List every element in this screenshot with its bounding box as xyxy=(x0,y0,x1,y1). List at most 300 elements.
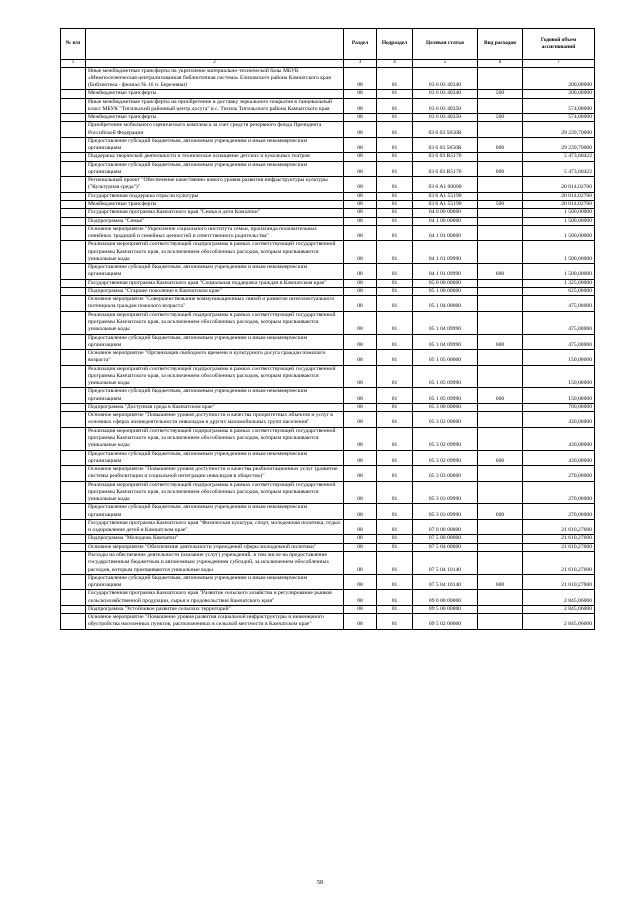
row-section: 08 xyxy=(344,311,377,334)
row-number xyxy=(61,311,86,334)
table-row xyxy=(61,217,595,225)
row-target-article: 05 1 05 00000 xyxy=(413,350,478,366)
row-number xyxy=(61,450,86,466)
row-target-article: 09 0 00 00000 xyxy=(413,590,478,606)
row-name: Подпрограмма "Доступная среда в Камчатском крае" xyxy=(86,403,344,411)
table-row xyxy=(61,605,595,613)
row-name: Предоставление субсидий бюджетным, автономным учреждениям и иным некоммерческим организациям xyxy=(86,388,344,404)
row-expense-type xyxy=(478,209,523,217)
row-subsection: 01 xyxy=(377,427,413,450)
table-row xyxy=(61,403,595,411)
table-row xyxy=(61,137,595,153)
row-section: 08 xyxy=(344,427,377,450)
table-row xyxy=(61,504,595,520)
row-expense-type xyxy=(478,551,523,574)
row-section: 08 xyxy=(344,114,377,122)
row-amount: 2 845,06000 xyxy=(523,590,595,606)
row-expense-type xyxy=(478,350,523,366)
row-number xyxy=(61,551,86,574)
row-number xyxy=(61,209,86,217)
row-number xyxy=(61,241,86,264)
row-number xyxy=(61,605,86,613)
row-expense-type: 600 xyxy=(478,450,523,466)
row-amount: 2 845,06000 xyxy=(523,614,595,630)
column-number: 7 xyxy=(523,60,595,68)
row-expense-type xyxy=(478,287,523,295)
row-target-article: 03 6 03 40350 xyxy=(413,114,478,122)
table-row xyxy=(61,535,595,543)
row-expense-type xyxy=(478,122,523,138)
row-name: Подпрограмма "Семья" xyxy=(86,217,344,225)
row-target-article: 09 5 00 00000 xyxy=(413,605,478,613)
row-amount: 700,00000 xyxy=(523,403,595,411)
budget-table xyxy=(60,28,595,630)
row-subsection: 01 xyxy=(377,137,413,153)
row-section: 08 xyxy=(344,264,377,280)
row-number xyxy=(61,90,86,98)
table-row xyxy=(61,161,595,177)
row-target-article: 03 6 03 40350 xyxy=(413,98,478,114)
column-number: 5 xyxy=(413,60,478,68)
header-subsection: Подраздел xyxy=(377,29,413,60)
row-section: 08 xyxy=(344,535,377,543)
table-row xyxy=(61,412,595,428)
row-target-article: 07 5 04 10140 xyxy=(413,574,478,590)
row-section: 08 xyxy=(344,350,377,366)
row-subsection: 01 xyxy=(377,311,413,334)
row-name: Межбюджетные трансферты xyxy=(86,90,344,98)
row-subsection: 01 xyxy=(377,264,413,280)
row-subsection: 01 xyxy=(377,504,413,520)
row-section: 08 xyxy=(344,481,377,504)
row-expense-type: 600 xyxy=(478,137,523,153)
row-expense-type xyxy=(478,241,523,264)
row-section: 08 xyxy=(344,287,377,295)
row-subsection: 01 xyxy=(377,551,413,574)
row-target-article: 04 1 00 00000 xyxy=(413,217,478,225)
row-section: 08 xyxy=(344,161,377,177)
row-amount: 5 473,68422 xyxy=(523,161,595,177)
row-expense-type xyxy=(478,614,523,630)
row-subsection: 01 xyxy=(377,296,413,312)
row-amount: 20 014,02760 xyxy=(523,192,595,200)
row-number xyxy=(61,279,86,287)
row-subsection: 01 xyxy=(377,403,413,411)
row-subsection: 01 xyxy=(377,350,413,366)
row-target-article: 09 5 02 00000 xyxy=(413,614,478,630)
row-expense-type: 500 xyxy=(478,90,523,98)
table-row xyxy=(61,574,595,590)
row-name: Предоставление субсидий бюджетным, автономным учреждениям и иным некоммерческим организациям xyxy=(86,137,344,153)
row-name: Предоставление субсидий бюджетным, автономным учреждениям и иным некоммерческим организациям xyxy=(86,450,344,466)
table-row xyxy=(61,98,595,114)
row-expense-type xyxy=(478,192,523,200)
table-body xyxy=(61,67,595,629)
row-section: 08 xyxy=(344,177,377,193)
row-amount: 200,00000 xyxy=(523,67,595,90)
row-expense-type xyxy=(478,412,523,428)
row-name: Расходы на обеспечение деятельности (оказание услуг) учреждений, в том числе на предоставление государственным бюджетным и автономным учреждениям субсидий, за исключением обособленных расходов, которым присваиваются уникальные коды xyxy=(86,551,344,574)
row-expense-type xyxy=(478,605,523,613)
row-number xyxy=(61,296,86,312)
row-expense-type xyxy=(478,217,523,225)
row-name: Основное мероприятие "Укрепление социального института семьи, пропаганда положительных семейных традиций и семейных ценностей и ответственного родительства" xyxy=(86,225,344,241)
row-subsection: 01 xyxy=(377,481,413,504)
row-subsection: 01 xyxy=(377,217,413,225)
row-target-article: 05 1 05 09990 xyxy=(413,388,478,404)
row-target-article: 05 0 00 00000 xyxy=(413,279,478,287)
row-amount: 270,00000 xyxy=(523,504,595,520)
row-number xyxy=(61,264,86,280)
row-amount: 29 239,70000 xyxy=(523,137,595,153)
row-number xyxy=(61,519,86,535)
table-row xyxy=(61,114,595,122)
row-name: Реализация мероприятий соответствующей подпрограммы в рамках соответствующей государственной программы Камчатского края, за исключением обособленных расходов, которым присваиваются уникальные коды xyxy=(86,365,344,388)
row-expense-type xyxy=(478,427,523,450)
row-subsection: 01 xyxy=(377,90,413,98)
row-subsection: 01 xyxy=(377,98,413,114)
table-row xyxy=(61,67,595,90)
row-expense-type xyxy=(478,519,523,535)
row-name: Реализация мероприятий соответствующей подпрограммы в рамках соответствующей государственной программы Камчатского края, за исключением обособленных расходов, которым присваиваются уникальные коды xyxy=(86,241,344,264)
row-amount: 21 610,27600 xyxy=(523,535,595,543)
row-target-article: 05 1 04 00000 xyxy=(413,296,478,312)
row-section: 08 xyxy=(344,201,377,209)
row-amount: 150,00000 xyxy=(523,388,595,404)
row-expense-type: 600 xyxy=(478,264,523,280)
row-amount: 430,00000 xyxy=(523,427,595,450)
header-row xyxy=(61,29,595,60)
row-section: 08 xyxy=(344,551,377,574)
row-target-article: 05 1 00 00000 xyxy=(413,287,478,295)
row-number xyxy=(61,388,86,404)
row-target-article: 05 3 03 09990 xyxy=(413,504,478,520)
row-amount: 270,00000 xyxy=(523,481,595,504)
row-name: Государственная программа Камчатского края "Физическая культура, спорт, молодежная политика, отдых и оздоровление детей в Камчатском крае" xyxy=(86,519,344,535)
header-name xyxy=(86,29,344,60)
table-row xyxy=(61,614,595,630)
table-row xyxy=(61,388,595,404)
row-amount: 1 500,00000 xyxy=(523,264,595,280)
row-number xyxy=(61,427,86,450)
row-section: 08 xyxy=(344,365,377,388)
table-row xyxy=(61,466,595,482)
row-target-article: 05 3 02 09990 xyxy=(413,427,478,450)
row-number xyxy=(61,403,86,411)
row-section: 08 xyxy=(344,98,377,114)
row-name: Государственная программа Камчатского края "Социальная поддержка граждан в Камчатском крае" xyxy=(86,279,344,287)
row-section: 08 xyxy=(344,519,377,535)
row-section: 08 xyxy=(344,122,377,138)
row-subsection: 01 xyxy=(377,519,413,535)
row-amount: 20 014,02760 xyxy=(523,201,595,209)
table-row xyxy=(61,192,595,200)
table-row xyxy=(61,225,595,241)
row-name: Подпрограмма "Молодежь Камчатки" xyxy=(86,535,344,543)
row-number xyxy=(61,201,86,209)
table-row xyxy=(61,201,595,209)
row-amount: 29 239,70000 xyxy=(523,122,595,138)
row-expense-type xyxy=(478,153,523,161)
table-row xyxy=(61,122,595,138)
row-number xyxy=(61,177,86,193)
row-number xyxy=(61,535,86,543)
row-amount: 21 610,27600 xyxy=(523,519,595,535)
table-row xyxy=(61,450,595,466)
column-number: 6 xyxy=(478,60,523,68)
row-name: Иные межбюджетные трансферты на укрепление материально-технической базы МБУК «Межпоселенческая централизованная библиотечная система» Елизовского района Камчатского края (Библиотека - филиал № 16 п. Березняки) xyxy=(86,67,344,90)
row-subsection: 01 xyxy=(377,412,413,428)
row-name: Государственная поддержка отрасли культуры xyxy=(86,192,344,200)
row-name: Основное мероприятие "Организация свободного времени и культурного досуга граждан пожилого возраста" xyxy=(86,350,344,366)
row-amount: 574,00000 xyxy=(523,114,595,122)
table-row xyxy=(61,543,595,551)
header-annual-amount: Годовой объем ассигнований xyxy=(523,29,595,60)
row-subsection: 01 xyxy=(377,209,413,217)
row-number xyxy=(61,192,86,200)
row-amount: 1 500,00000 xyxy=(523,241,595,264)
row-number xyxy=(61,287,86,295)
row-amount: 625,00000 xyxy=(523,287,595,295)
row-amount: 21 610,27600 xyxy=(523,574,595,590)
row-section: 08 xyxy=(344,192,377,200)
row-subsection: 01 xyxy=(377,614,413,630)
row-amount: 150,00000 xyxy=(523,350,595,366)
row-subsection: 01 xyxy=(377,201,413,209)
row-target-article: 05 1 04 09990 xyxy=(413,311,478,334)
row-target-article: 03 6 03 40340 xyxy=(413,90,478,98)
row-expense-type: 600 xyxy=(478,504,523,520)
header-expense-type: Вид расходов xyxy=(478,29,523,60)
row-number xyxy=(61,225,86,241)
table-row xyxy=(61,365,595,388)
row-subsection: 01 xyxy=(377,153,413,161)
header-target-article: Целевая статья xyxy=(413,29,478,60)
header-number: № п/п xyxy=(61,29,86,60)
column-number: 2 xyxy=(86,60,344,68)
row-target-article: 03 6 03 5656R xyxy=(413,122,478,138)
row-target-article: 03 6 03 R5170 xyxy=(413,153,478,161)
row-amount: 475,00000 xyxy=(523,334,595,350)
row-target-article: 05 3 03 00000 xyxy=(413,466,478,482)
table-row xyxy=(61,519,595,535)
row-expense-type: 600 xyxy=(478,574,523,590)
row-name: Государственная программа Камчатского края "Развитие сельского хозяйства и регулирование рынков сельскохозяйственной продукции, сырья и продовольствия Камчатского края" xyxy=(86,590,344,606)
row-number xyxy=(61,137,86,153)
table-row xyxy=(61,590,595,606)
table-row xyxy=(61,264,595,280)
row-amount: 475,00000 xyxy=(523,311,595,334)
row-expense-type xyxy=(478,311,523,334)
row-amount: 21 610,27600 xyxy=(523,551,595,574)
row-number xyxy=(61,122,86,138)
row-number xyxy=(61,161,86,177)
row-subsection: 01 xyxy=(377,543,413,551)
row-subsection: 01 xyxy=(377,334,413,350)
row-expense-type xyxy=(478,279,523,287)
row-expense-type xyxy=(478,67,523,90)
row-subsection: 01 xyxy=(377,574,413,590)
row-name: Реализация мероприятий соответствующей подпрограммы в рамках соответствующей государственной программы Камчатского края, за исключением обособленных расходов, которым присваиваются уникальные коды xyxy=(86,427,344,450)
table-row xyxy=(61,287,595,295)
row-section: 08 xyxy=(344,614,377,630)
row-amount: 574,00000 xyxy=(523,98,595,114)
row-subsection: 01 xyxy=(377,122,413,138)
row-target-article: 04 1 01 09990 xyxy=(413,264,478,280)
row-amount: 1 325,00000 xyxy=(523,279,595,287)
row-subsection: 01 xyxy=(377,67,413,90)
row-name: Основное мероприятие "Совершенствование коммуникационных связей и развитие интеллектуального потенциала граждан пожилого возраста" xyxy=(86,296,344,312)
row-amount: 475,00000 xyxy=(523,296,595,312)
row-expense-type xyxy=(478,98,523,114)
row-target-article: 05 3 02 00000 xyxy=(413,412,478,428)
row-target-article: 05 1 04 09990 xyxy=(413,334,478,350)
row-target-article: 03 6 A1 55190 xyxy=(413,192,478,200)
row-number xyxy=(61,334,86,350)
row-expense-type xyxy=(478,590,523,606)
row-subsection: 01 xyxy=(377,177,413,193)
row-number xyxy=(61,217,86,225)
row-expense-type: 600 xyxy=(478,388,523,404)
table-row xyxy=(61,177,595,193)
row-target-article: 07 5 00 00000 xyxy=(413,535,478,543)
row-subsection: 01 xyxy=(377,192,413,200)
column-number: 3 xyxy=(344,60,377,68)
row-section: 08 xyxy=(344,403,377,411)
row-number xyxy=(61,543,86,551)
row-number xyxy=(61,590,86,606)
row-subsection: 01 xyxy=(377,535,413,543)
row-name: Предоставление субсидий бюджетным, автономным учреждениям и иным некоммерческим организациям xyxy=(86,264,344,280)
row-subsection: 01 xyxy=(377,450,413,466)
row-section: 08 xyxy=(344,466,377,482)
row-section: 08 xyxy=(344,67,377,90)
row-name: Межбюджетные трансферты xyxy=(86,201,344,209)
row-name: Поддержка творческой деятельности и техническое оснащение детских и кукольных театров xyxy=(86,153,344,161)
row-subsection: 01 xyxy=(377,114,413,122)
row-target-article: 05 3 00 00000 xyxy=(413,403,478,411)
row-target-article: 07 5 04 10140 xyxy=(413,551,478,574)
row-target-article: 04 0 00 00000 xyxy=(413,209,478,217)
row-target-article: 03 6 A1 00000 xyxy=(413,177,478,193)
row-number xyxy=(61,365,86,388)
row-section: 08 xyxy=(344,574,377,590)
row-subsection: 01 xyxy=(377,161,413,177)
row-number xyxy=(61,466,86,482)
row-section: 08 xyxy=(344,209,377,217)
row-section: 08 xyxy=(344,543,377,551)
row-expense-type xyxy=(478,403,523,411)
row-subsection: 01 xyxy=(377,605,413,613)
row-expense-type: 500 xyxy=(478,114,523,122)
row-number xyxy=(61,504,86,520)
row-target-article: 03 6 A1 55190 xyxy=(413,201,478,209)
row-section: 08 xyxy=(344,241,377,264)
row-subsection: 01 xyxy=(377,388,413,404)
row-number xyxy=(61,614,86,630)
row-subsection: 01 xyxy=(377,279,413,287)
row-subsection: 01 xyxy=(377,365,413,388)
row-name: Основное мероприятие "Повышение уровня развития социальной инфраструктуры и инженерного обустройства населенных пунктов, расположенных в сельской местности в Камчатском крае" xyxy=(86,614,344,630)
row-name: Основное мероприятие "Повышение уровня доступности и качества реабилитационных услуг (развитие системы реабилитации и социальной интеграции инвалидов в общество)" xyxy=(86,466,344,482)
row-section: 08 xyxy=(344,137,377,153)
row-name: Предоставление субсидий бюджетным, автономным учреждениям и иным некоммерческим организациям xyxy=(86,334,344,350)
row-target-article: 03 6 03 R5170 xyxy=(413,161,478,177)
row-section: 08 xyxy=(344,605,377,613)
table-row xyxy=(61,153,595,161)
row-amount: 1 500,00000 xyxy=(523,225,595,241)
row-subsection: 01 xyxy=(377,225,413,241)
row-amount: 1 500,00000 xyxy=(523,209,595,217)
row-target-article: 03 6 03 5656R xyxy=(413,137,478,153)
row-number xyxy=(61,98,86,114)
table-row xyxy=(61,427,595,450)
row-expense-type xyxy=(478,365,523,388)
table-row xyxy=(61,311,595,334)
row-section: 08 xyxy=(344,217,377,225)
row-section: 08 xyxy=(344,296,377,312)
row-name: Государственная программа Камчатского края "Семья и дети Камчатки" xyxy=(86,209,344,217)
row-amount: 430,00000 xyxy=(523,412,595,428)
row-expense-type xyxy=(478,543,523,551)
table-row xyxy=(61,90,595,98)
table-row xyxy=(61,296,595,312)
row-expense-type xyxy=(478,481,523,504)
row-number xyxy=(61,412,86,428)
row-target-article: 05 3 02 09990 xyxy=(413,450,478,466)
row-name: Подпрограмма "Старшее поколение в Камчатском крае" xyxy=(86,287,344,295)
row-name: Предоставление субсидий бюджетным, автономным учреждениям и иным некоммерческим организациям xyxy=(86,574,344,590)
page-number: 58 xyxy=(317,880,323,886)
row-target-article: 07 5 04 00000 xyxy=(413,543,478,551)
row-amount: 5 473,68422 xyxy=(523,153,595,161)
row-amount: 21 610,27600 xyxy=(523,543,595,551)
table-row xyxy=(61,334,595,350)
row-section: 08 xyxy=(344,590,377,606)
row-name: Предоставление субсидий бюджетным, автономным учреждениям и иным некоммерческим организациям xyxy=(86,504,344,520)
row-target-article: 04 1 01 00000 xyxy=(413,225,478,241)
row-subsection: 01 xyxy=(377,287,413,295)
header-section: Раздел xyxy=(344,29,377,60)
row-amount: 270,00000 xyxy=(523,466,595,482)
row-expense-type: 500 xyxy=(478,201,523,209)
row-target-article: 05 1 05 09990 xyxy=(413,365,478,388)
table-row xyxy=(61,481,595,504)
row-amount: 430,00000 xyxy=(523,450,595,466)
row-amount: 20 014,02760 xyxy=(523,177,595,193)
row-expense-type xyxy=(478,296,523,312)
row-expense-type xyxy=(478,225,523,241)
row-target-article: 04 1 01 09990 xyxy=(413,241,478,264)
column-number: 1 xyxy=(61,60,86,68)
table-row xyxy=(61,241,595,264)
row-name: Межбюджетные трансферты xyxy=(86,114,344,122)
row-number xyxy=(61,350,86,366)
row-section: 08 xyxy=(344,412,377,428)
table-row xyxy=(61,279,595,287)
row-section: 08 xyxy=(344,504,377,520)
row-amount: 2 845,06000 xyxy=(523,605,595,613)
row-number xyxy=(61,481,86,504)
row-section: 08 xyxy=(344,90,377,98)
row-name: Предоставление субсидий бюджетным, автономным учреждениям и иным некоммерческим организациям xyxy=(86,161,344,177)
row-number xyxy=(61,153,86,161)
row-section: 08 xyxy=(344,225,377,241)
row-section: 08 xyxy=(344,388,377,404)
row-expense-type: 600 xyxy=(478,334,523,350)
row-number xyxy=(61,574,86,590)
row-number xyxy=(61,67,86,90)
